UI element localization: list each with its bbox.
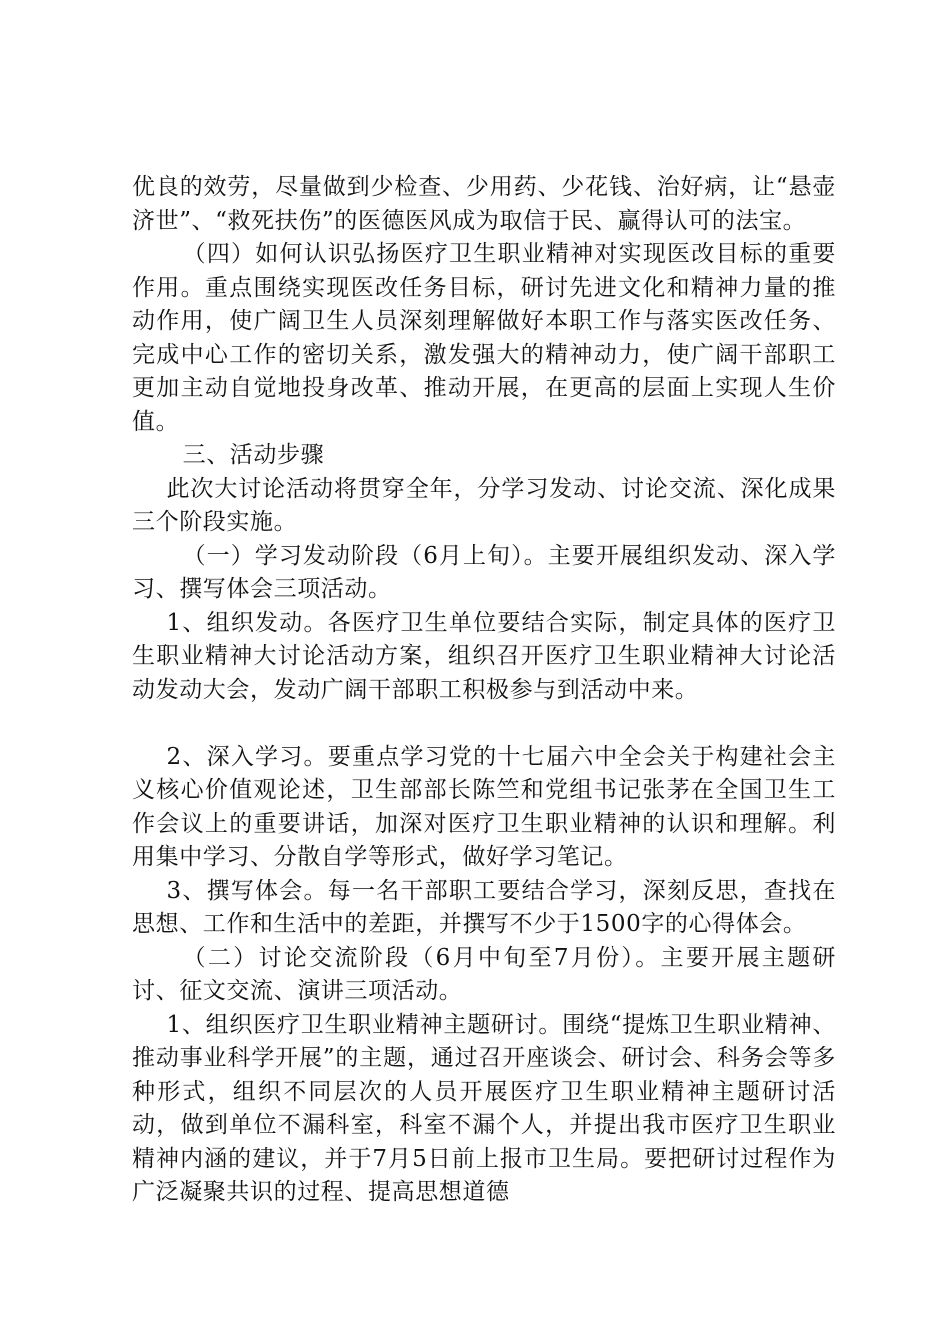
paragraph-overview: 此次大讨论活动将贯穿全年，分学习发动、讨论交流、深化成果三个阶段实施。 — [132, 475, 836, 535]
paragraph-theme-seminar: 1、组织医疗卫生职业精神主题研讨。围绕“提炼卫生职业精神、推动事业科学开展”的主题，通过召开座谈会、研讨会、科务会等多种形式，组织不同层次的人员开展医疗卫生职业精神主题研讨活动，做到单位不漏科室，科室不漏个人，并提出我市医疗卫生职业精神内涵的建议，并于7月5日前上报市卫生局。要把研讨过程作为广泛凝聚共识的过程、提高思想道德 — [132, 1011, 836, 1205]
paragraph-write-reflections: 3、撰写体会。每一名干部职工要结合学习，深刻反思，查找在思想、工作和生活中的差距，并撰写不少于1500字的心得体会。 — [132, 877, 836, 937]
section-heading-activity-steps: 三、活动步骤 — [182, 442, 325, 468]
paragraph-phase-one: （一）学习发动阶段（6月上旬）。主要开展组织发动、深入学习、撰写体会三项活动。 — [132, 542, 836, 602]
paragraph-continuation: 优良的效劳，尽量做到少检查、少用药、少花钱、治好病，让“悬壶济世”、“救死扶伤”的医德医风成为取信于民、赢得认可的法宝。 — [132, 174, 836, 234]
paragraph-organize-mobilize: 1、组织发动。各医疗卫生单位要结合实际，制定具体的医疗卫生职业精神大讨论活动方案，组织召开医疗卫生职业精神大讨论活动发动大会，发动广阔干部职工积极参与到活动中来。 — [132, 609, 836, 703]
paragraph-in-depth-study: 2、深入学习。要重点学习党的十七届六中全会关于构建社会主义核心价值观论述，卫生部部长陈竺和党组书记张茅在全国卫生工作会议上的重要讲话，加深对医疗卫生职业精神的认识和理解。利用集中学习、分散自学等形式，做好学习笔记。 — [132, 743, 836, 870]
paragraph-phase-two: （二）讨论交流阶段（6月中旬至7月份）。主要开展主题研讨、征文交流、演讲三项活动。 — [132, 944, 836, 1004]
blank-line — [132, 707, 836, 741]
document-page — [132, 171, 836, 1210]
paragraph-section-four: （四）如何认识弘扬医疗卫生职业精神对实现医改目标的重要作用。重点围绕实现医改任务目标，研讨先进文化和精神力量的推动作用，使广阔卫生人员深刻理解做好本职工作与落实医改任务、完成中心工作的密切关系，激发强大的精神动力，使广阔干部职工更加主动自觉地投身改革、推动开展，在更高的层面上实现人生价值。 — [132, 241, 836, 435]
